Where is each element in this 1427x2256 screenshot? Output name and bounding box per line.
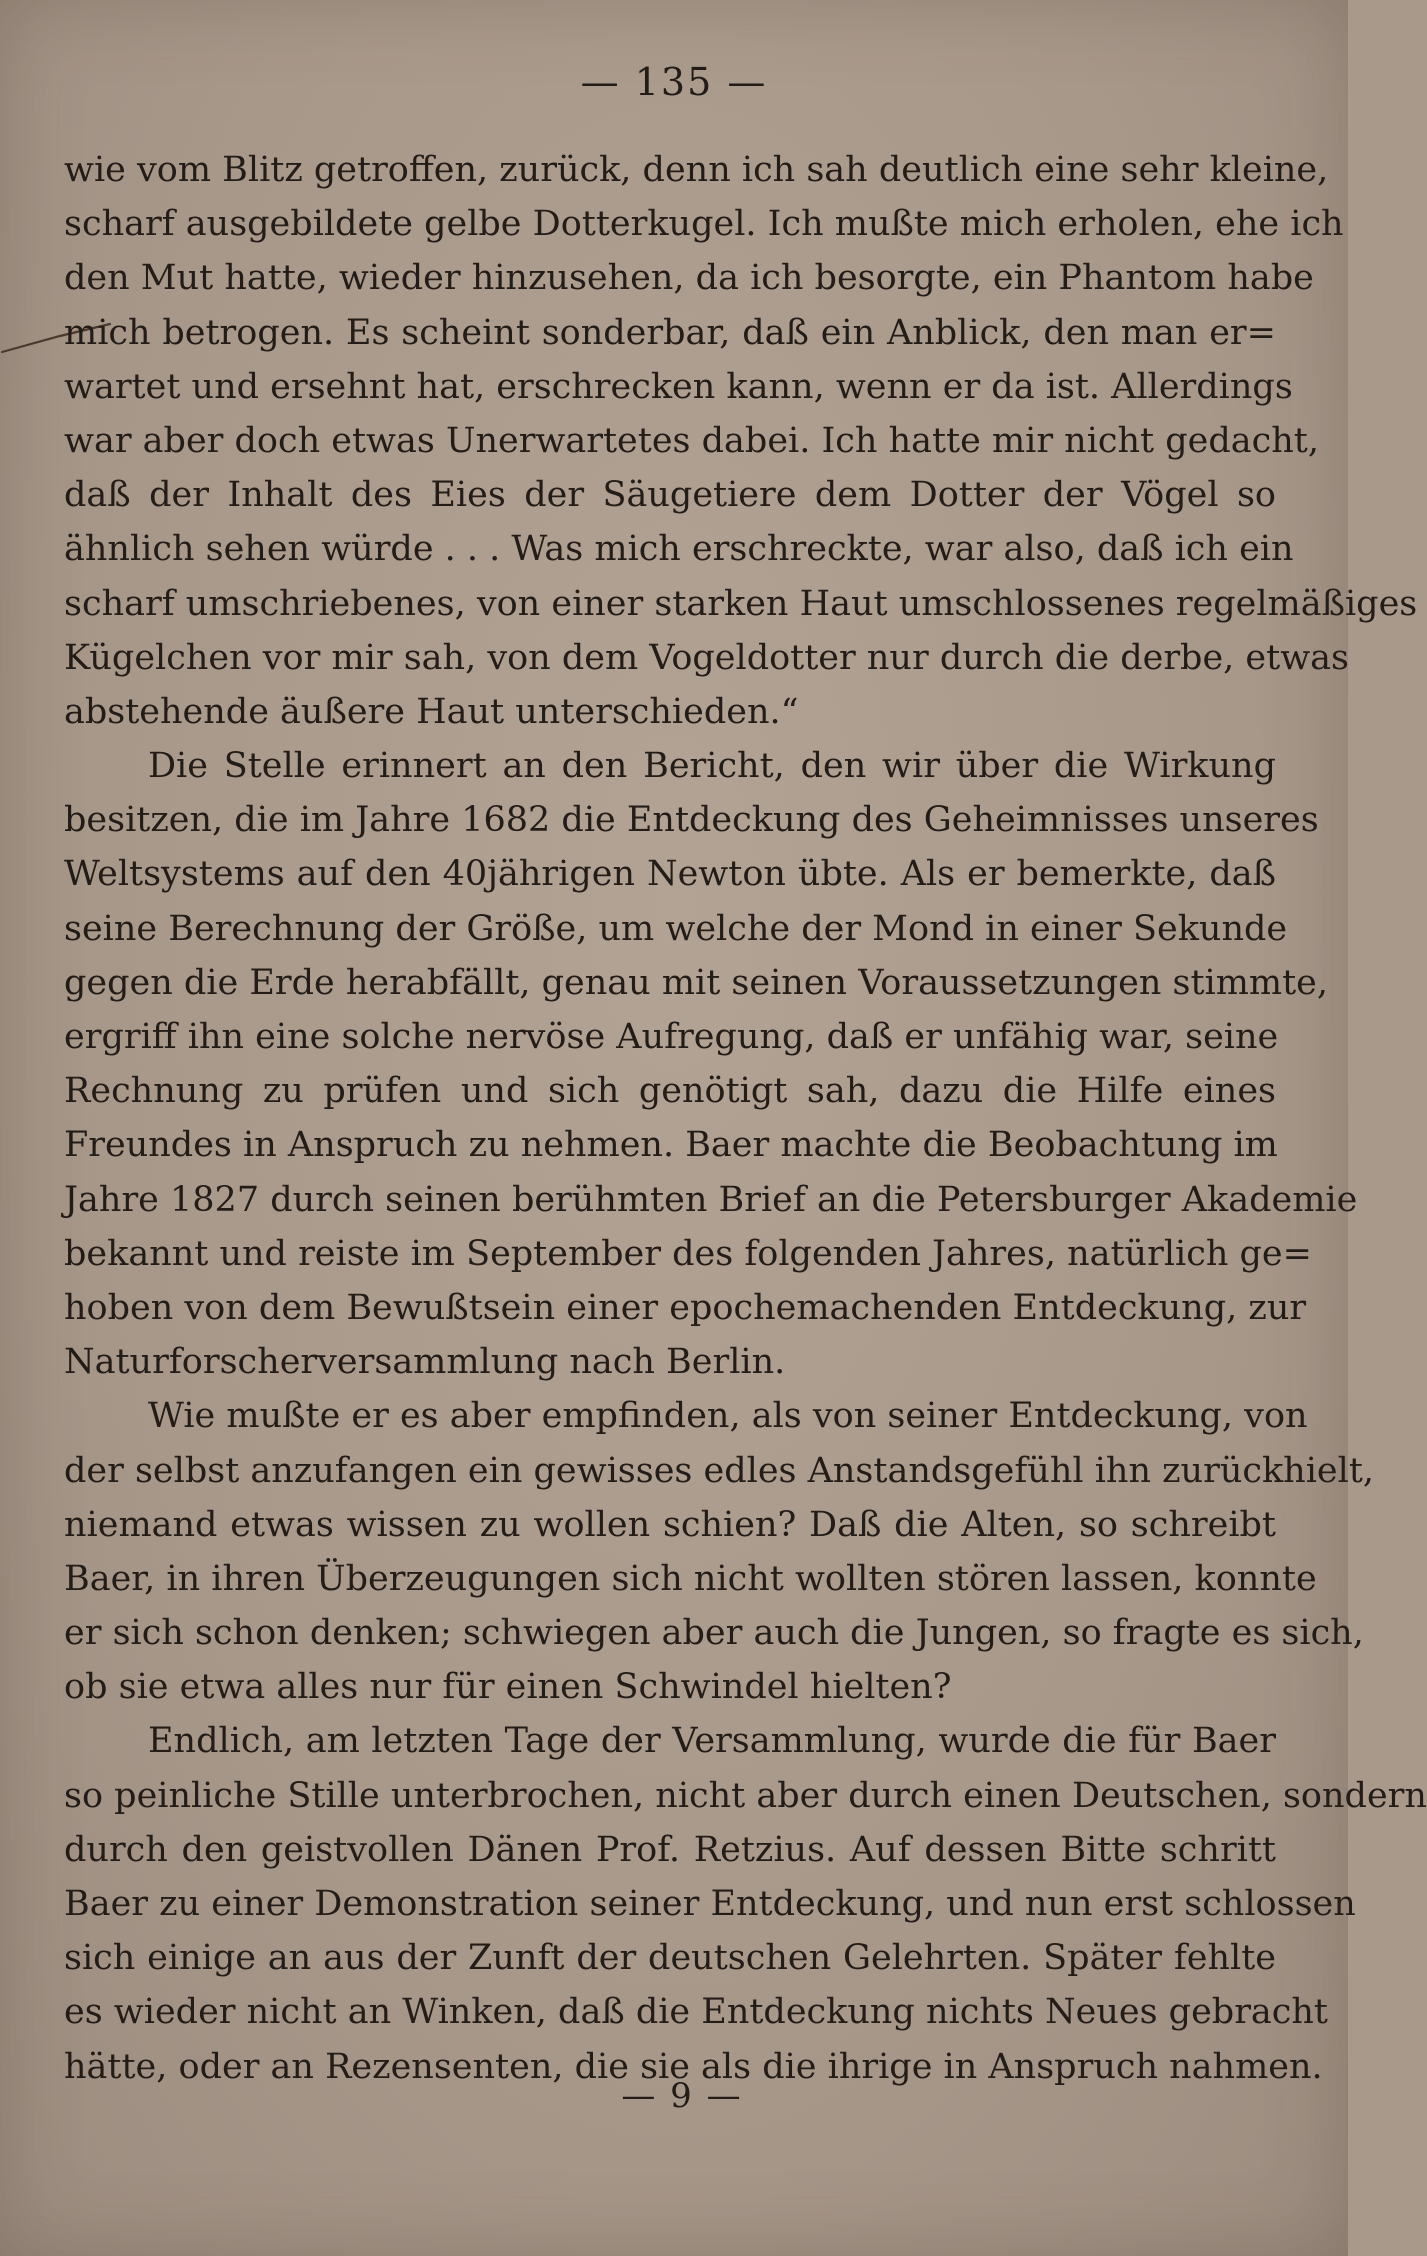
text-line: hätte, oder an Rezensenten, die sie als die ihrige in Anspruch nahmen. <box>64 2046 1323 2087</box>
text-line: niemand etwas wissen zu wollen schien? Daß die Alten, so schreibt <box>64 1504 1276 1545</box>
text-line: den Mut hatte, wieder hinzusehen, da ich besorgte, ein Phantom habe <box>64 258 1314 299</box>
paragraph <box>64 143 1418 739</box>
page-number: — 135 — <box>580 60 768 104</box>
text-line: Rechnung zu prüfen und sich genötigt sah, dazu die Hilfe eines <box>64 1071 1276 1112</box>
text-line: es wieder nicht an Winken, daß die Entdeckung nichts Neues gebracht <box>64 1992 1328 2033</box>
text-line: war aber doch etwas Unerwartetes dabei. Ich hatte mir nicht gedacht, <box>64 420 1319 461</box>
text-line: sich einige an aus der Zunft der deutschen Gelehrten. Später fehlte <box>64 1938 1276 1979</box>
text-line: Baer zu einer Demonstration seiner Entdeckung, und nun erst schlossen <box>64 1884 1356 1924</box>
text-line: hoben von dem Bewußtsein einer epochemachenden Entdeckung, zur <box>64 1287 1307 1328</box>
text-line: Jahre 1827 durch seinen berühmten Brief an die Petersburger Akademie <box>64 1179 1358 1220</box>
text-line: der selbst anzufangen ein gewisses edles Anstandsgefühl ihn zurückhielt, <box>64 1450 1375 1491</box>
text-line: bekannt und reiste im September des folgenden Jahres, natürlich ge= <box>64 1233 1312 1274</box>
text-line: mich betrogen. Es scheint sonderbar, daß ein Anblick, den man er= <box>64 312 1276 353</box>
signature-mark: — 9 — <box>621 2076 743 2116</box>
paragraph <box>64 739 1358 1389</box>
body-text <box>64 143 1427 2094</box>
text-line: daß der Inhalt des Eies der Säugetiere dem Dotter der Vögel so <box>64 475 1276 516</box>
paragraph <box>64 1714 1427 2093</box>
text-line: scharf ausgebildete gelbe Dotterkugel. Ich mußte mich erholen, ehe ich <box>64 204 1344 245</box>
text-line: Freundes in Anspruch zu nehmen. Baer machte die Beobachtung im <box>64 1125 1278 1166</box>
text-line: Weltsystems auf den 40jährigen Newton übte. Als er bemerkte, daß <box>64 854 1276 895</box>
text-line: wie vom Blitz getroffen, zurück, denn ich sah deutlich eine sehr kleine, <box>64 150 1329 190</box>
text-line: Endlich, am letzten Tage der Versammlung, wurde die für Baer <box>148 1721 1276 1762</box>
text-line: Naturforscherversammlung nach Berlin. <box>64 1342 786 1383</box>
text-line: Die Stelle erinnert an den Bericht, den wir über die Wirkung <box>148 746 1276 787</box>
text-line: Wie mußte er es aber empfinden, als von seiner Entdeckung, von <box>148 1396 1308 1437</box>
text-line: scharf umschriebenes, von einer starken Haut umschlossenes regelmäßiges <box>64 583 1418 624</box>
text-line: Baer, in ihren Überzeugungen sich nicht wollten stören lassen, konnte <box>64 1558 1317 1599</box>
text-line: ob sie etwa alles nur für einen Schwindel hielten? <box>64 1667 952 1708</box>
text-line: durch den geistvollen Dänen Prof. Retzius. Auf dessen Bitte schritt <box>64 1829 1276 1870</box>
text-line: seine Berechnung der Größe, um welche der Mond in einer Sekunde <box>64 908 1288 949</box>
text-line: Kügelchen vor mir sah, von dem Vogeldotter nur durch die derbe, etwas <box>64 637 1349 678</box>
text-line: gegen die Erde herabfällt, genau mit seinen Voraussetzungen stimmte, <box>64 962 1328 1003</box>
text-line: er sich schon denken; schwiegen aber auch die Jungen, so fragte es sich, <box>64 1613 1364 1654</box>
text-line: abstehende äußere Haut unterschieden.“ <box>64 691 799 732</box>
text-line: wartet und ersehnt hat, erschrecken kann, wenn er da ist. Allerdings <box>64 366 1293 407</box>
text-line: besitzen, die im Jahre 1682 die Entdeckung des Geheimnisses unseres <box>64 800 1319 841</box>
text-line: so peinliche Stille unterbrochen, nicht aber durch einen Deutschen, sondern <box>64 1775 1427 1816</box>
text-line: ähnlich sehen würde . . . Was mich erschreckte, war also, daß ich ein <box>64 529 1294 570</box>
paragraph <box>64 1389 1375 1714</box>
text-line: ergriff ihn eine solche nervöse Aufregung, daß er unfähig war, seine <box>64 1017 1279 1057</box>
